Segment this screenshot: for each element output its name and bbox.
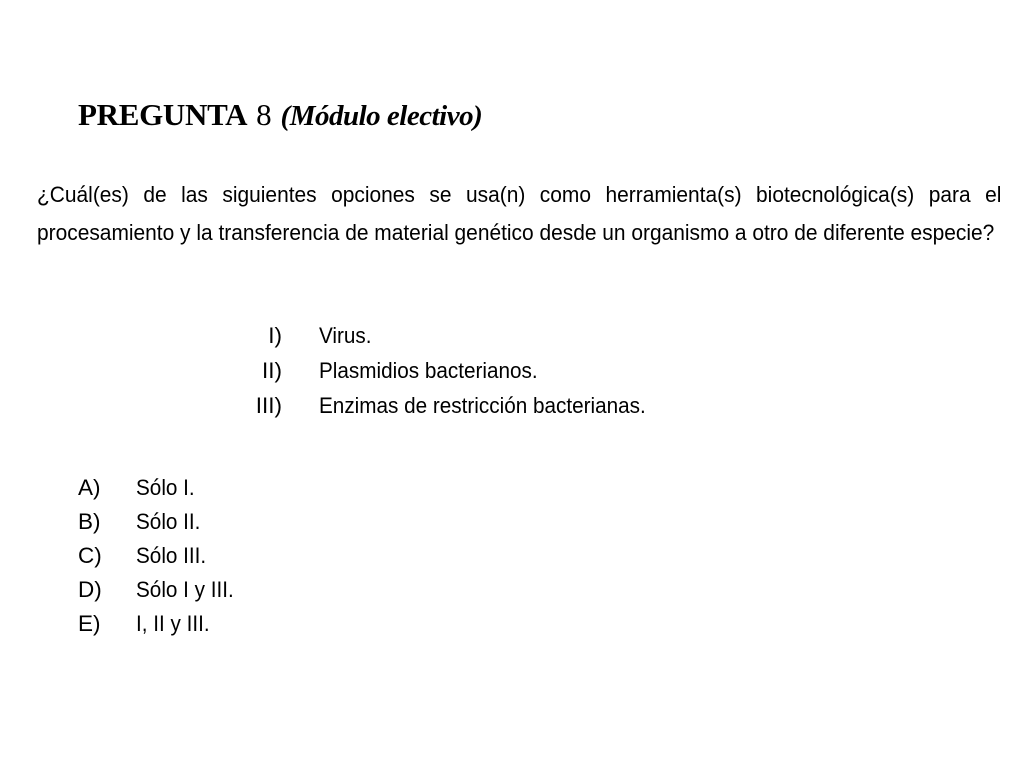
option-text: Sólo I y III. — [136, 577, 234, 602]
option-text: Sólo I. — [136, 475, 195, 500]
statement-item — [238, 388, 674, 423]
option-letter: A) — [78, 475, 101, 500]
question-module-label: (Módulo electivo) — [280, 100, 483, 132]
option-text: I, II y III. — [136, 611, 210, 636]
question-title-label: PREGUNTA — [78, 97, 248, 132]
option-text: Sólo II. — [136, 509, 201, 534]
statement-numeral: III) — [255, 392, 282, 418]
statement-text: Enzimas de restricción bacterianas. — [319, 392, 646, 418]
statement-list — [238, 318, 674, 423]
option-letter: B) — [78, 509, 101, 534]
statement-item — [238, 353, 674, 388]
question-text: ¿Cuál(es) de las siguientes opciones se usa(n) como herramienta(s) biotecnológica(s) para el procesamiento y la transferencia de material genético desde un organismo a otro de diferente especie? — [37, 182, 1002, 245]
question-number: 8 — [256, 97, 272, 132]
option-text: Sólo III. — [136, 543, 207, 568]
option-letter: D) — [78, 577, 102, 602]
option-letter: E) — [78, 611, 101, 636]
answer-options — [78, 471, 242, 641]
statement-text: Virus. — [319, 322, 372, 348]
answer-option-b[interactable] — [78, 505, 242, 539]
option-letter: C) — [78, 543, 102, 568]
answer-option-e[interactable] — [78, 607, 242, 641]
statement-text: Plasmidios bacterianos. — [319, 357, 538, 383]
statement-item — [238, 318, 674, 353]
answer-option-d[interactable] — [78, 573, 242, 607]
question-title — [78, 98, 482, 131]
statement-numeral: I) — [268, 322, 282, 348]
answer-option-c[interactable] — [78, 539, 242, 573]
answer-option-a[interactable] — [78, 471, 242, 505]
statement-numeral: II) — [262, 357, 282, 383]
